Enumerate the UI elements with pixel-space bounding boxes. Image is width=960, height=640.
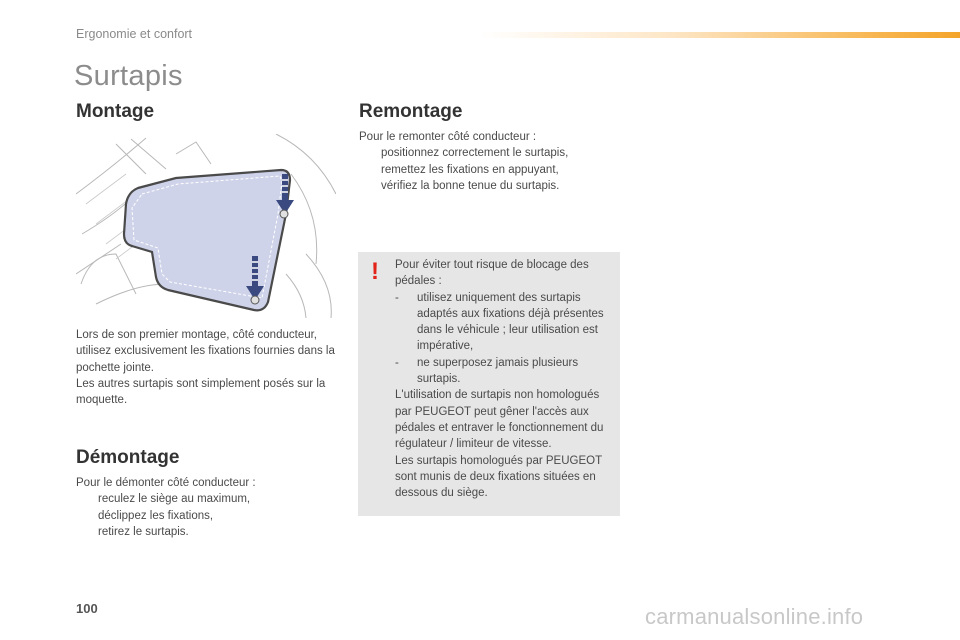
warning-intro: Pour éviter tout risque de blocage des pédales : [395, 259, 589, 288]
demontage-step [76, 524, 346, 540]
remontage-step-text: positionnez correctement le surtapis, [381, 147, 569, 160]
demontage-step-text: reculez le siège au maximum, [98, 493, 251, 506]
warning-item [395, 355, 617, 388]
remontage-step [359, 162, 629, 178]
demontage-intro: Pour le démonter côté conducteur : [76, 477, 256, 489]
dash-marker: - [395, 291, 399, 304]
bullet-icon [359, 162, 381, 178]
remontage-text [359, 129, 629, 194]
floor-mat-illustration [76, 134, 336, 318]
bullet-icon [359, 178, 381, 194]
warning-item [395, 290, 617, 355]
page-title: Surtapis [74, 60, 183, 92]
demontage-step [76, 508, 346, 524]
dash-marker: - [395, 356, 399, 369]
remontage-step-text: remettez les fixations en appuyant, [381, 163, 559, 176]
bullet-icon [76, 508, 98, 524]
warning-item-text: utilisez uniquement des surtapis adaptés aux fixations déjà présentes dans le véhicule ; leur utilisation est impérative, [417, 291, 604, 353]
watermark: carmanualsonline.info [645, 604, 864, 629]
montage-paragraph: Lors de son premier montage, côté conducteur, utilisez exclusivement les fixations fournies dans la pochette jointe. [76, 329, 335, 374]
bullet-icon [76, 524, 98, 540]
montage-text [76, 327, 346, 408]
warning-exclamation-icon: ! [371, 258, 379, 285]
warning-paragraph: L'utilisation de surtapis non homologués par PEUGEOT peut gêner l'accès aux pédales et entraver le fonctionnement du régulateur / limiteur de vitesse. [395, 389, 604, 451]
remontage-step [359, 178, 629, 194]
remontage-heading: Remontage [359, 101, 463, 122]
warning-item-text: ne superposez jamais plusieurs surtapis. [417, 356, 579, 386]
demontage-step-text: déclippez les fixations, [98, 509, 214, 522]
montage-heading: Montage [76, 101, 155, 122]
warning-box [358, 252, 620, 516]
page-number: 100 [76, 601, 98, 616]
demontage-text [76, 475, 346, 540]
demontage-heading: Démontage [76, 447, 180, 468]
remontage-step [359, 145, 629, 161]
warning-paragraph: Les surtapis homologués par PEUGEOT sont munis de deux fixations situées en dessous du siège. [395, 454, 602, 500]
demontage-step-text: retirez le surtapis. [98, 525, 189, 538]
header-section-title: Ergonomie et confort [76, 27, 193, 41]
bullet-icon [359, 145, 381, 161]
montage-paragraph: Les autres surtapis sont simplement posés sur la moquette. [76, 377, 326, 407]
remontage-intro: Pour le remonter côté conducteur : [359, 131, 537, 143]
warning-text [395, 257, 617, 501]
bullet-icon [76, 491, 98, 507]
remontage-step-text: vérifiez la bonne tenue du surtapis. [381, 179, 560, 192]
header-accent-bar [480, 32, 960, 38]
demontage-step [76, 491, 346, 507]
floor-mat-shape [124, 170, 290, 310]
